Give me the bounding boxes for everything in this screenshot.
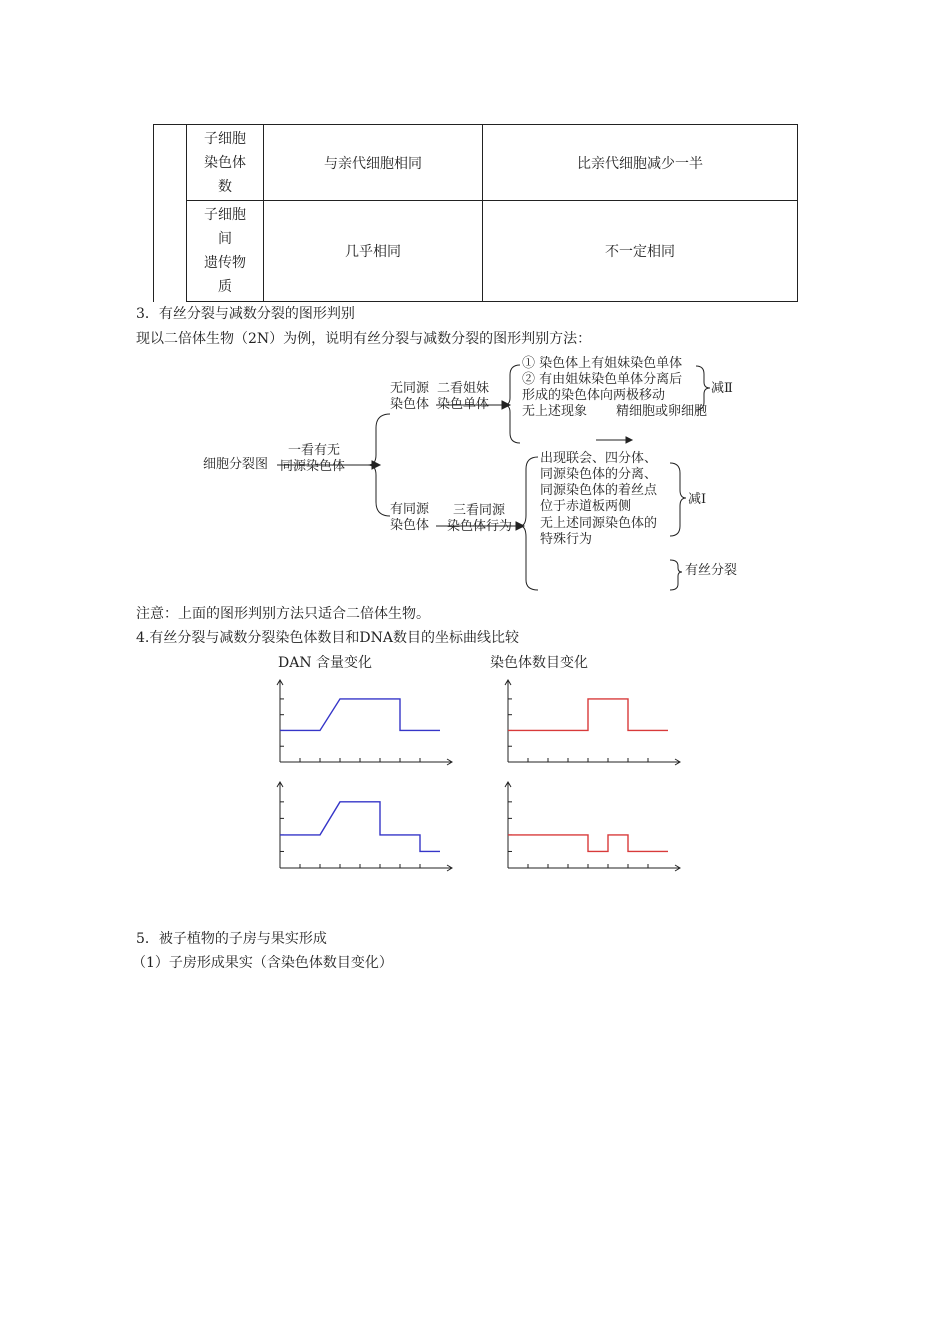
flow-m1-cond-4: 位于赤道板两侧 — [540, 499, 632, 514]
flow-step3-1: 三看同源 — [453, 503, 506, 518]
mitosis-cell: 与亲代细胞相同 — [264, 125, 483, 201]
flow-m2-cond-3: 形成的染色体向两极移动 — [522, 388, 666, 403]
series-line — [508, 835, 668, 852]
flow-m2-cond-2: ② 有由姐妹染色单体分离后 — [522, 372, 683, 387]
series-line — [280, 699, 440, 731]
flow-m1-cond-3: 同源染色体的着丝点 — [540, 483, 658, 498]
note: 注意：上面的图形判别方法只适合二倍体生物。 — [136, 606, 430, 622]
flow-none-above-1: 无上述现象 — [522, 404, 588, 419]
section5-title: 5．被子植物的子房与果实形成 — [136, 931, 327, 947]
mitosis-cell: 几乎相同 — [264, 201, 483, 302]
flow-none-above-2a: 无上述同源染色体的 — [540, 516, 658, 531]
meiosis-cell: 比亲代细胞减少一半 — [483, 125, 798, 201]
flow-has-homolog-1: 有同源 — [390, 502, 430, 517]
flow-meiosis1: 减Ⅰ — [688, 492, 707, 507]
section5-subtitle: （1）子房形成果实（含染色体数目变化） — [132, 955, 393, 971]
flow-no-homolog-2: 染色体 — [390, 397, 430, 412]
flow-step1-line2: 同源染色体 — [280, 459, 346, 474]
row-header: 子细胞 间 遗传物 质 — [187, 201, 264, 302]
flow-meiosis2: 减Ⅱ — [711, 381, 733, 396]
flow-step2-1: 二看姐妹 — [437, 381, 490, 396]
section4-title: 4.有丝分裂与减数分裂染色体数目和DNA数目的坐标曲线比较 — [136, 630, 519, 646]
flow-has-homolog-2: 染色体 — [390, 518, 430, 533]
flow-root: 细胞分裂图 — [203, 457, 269, 472]
chrom-mitosis-chart — [496, 672, 686, 770]
flow-m2-cond-1: ① 染色体上有姐妹染色单体 — [522, 356, 683, 371]
section3-title: 3．有丝分裂与减数分裂的图形判别 — [136, 306, 355, 322]
flow-no-homolog-1: 无同源 — [390, 381, 430, 396]
flow-step3-2: 染色体行为 — [447, 519, 513, 534]
flow-step1-line1: 一看有无 — [288, 443, 341, 458]
flow-m1-cond-2: 同源染色体的分离、 — [540, 467, 658, 482]
flow-m1-cond-1: 出现联会、四分体、 — [540, 451, 658, 466]
section3-intro: 现以二倍体生物（2N）为例，说明有丝分裂与减数分裂的图形判别方法： — [136, 331, 592, 347]
series-line — [280, 802, 440, 852]
row-header: 子细胞 染色体 数 — [187, 125, 264, 201]
meiosis-cell: 不一定相同 — [483, 201, 798, 302]
chrom-chart-title: 染色体数目变化 — [490, 655, 588, 671]
flow-mitosis: 有丝分裂 — [685, 563, 738, 578]
flow-none-above-2b: 特殊行为 — [540, 532, 593, 547]
dna-meiosis-chart — [268, 774, 458, 876]
flow-cell-type: 精细胞或卵细胞 — [616, 404, 708, 419]
dna-chart-title: DAN 含量变化 — [278, 655, 373, 671]
flow-step2-2: 染色单体 — [437, 397, 490, 412]
dna-mitosis-chart — [268, 672, 458, 770]
series-line — [508, 699, 668, 731]
chrom-meiosis-chart — [496, 774, 686, 876]
